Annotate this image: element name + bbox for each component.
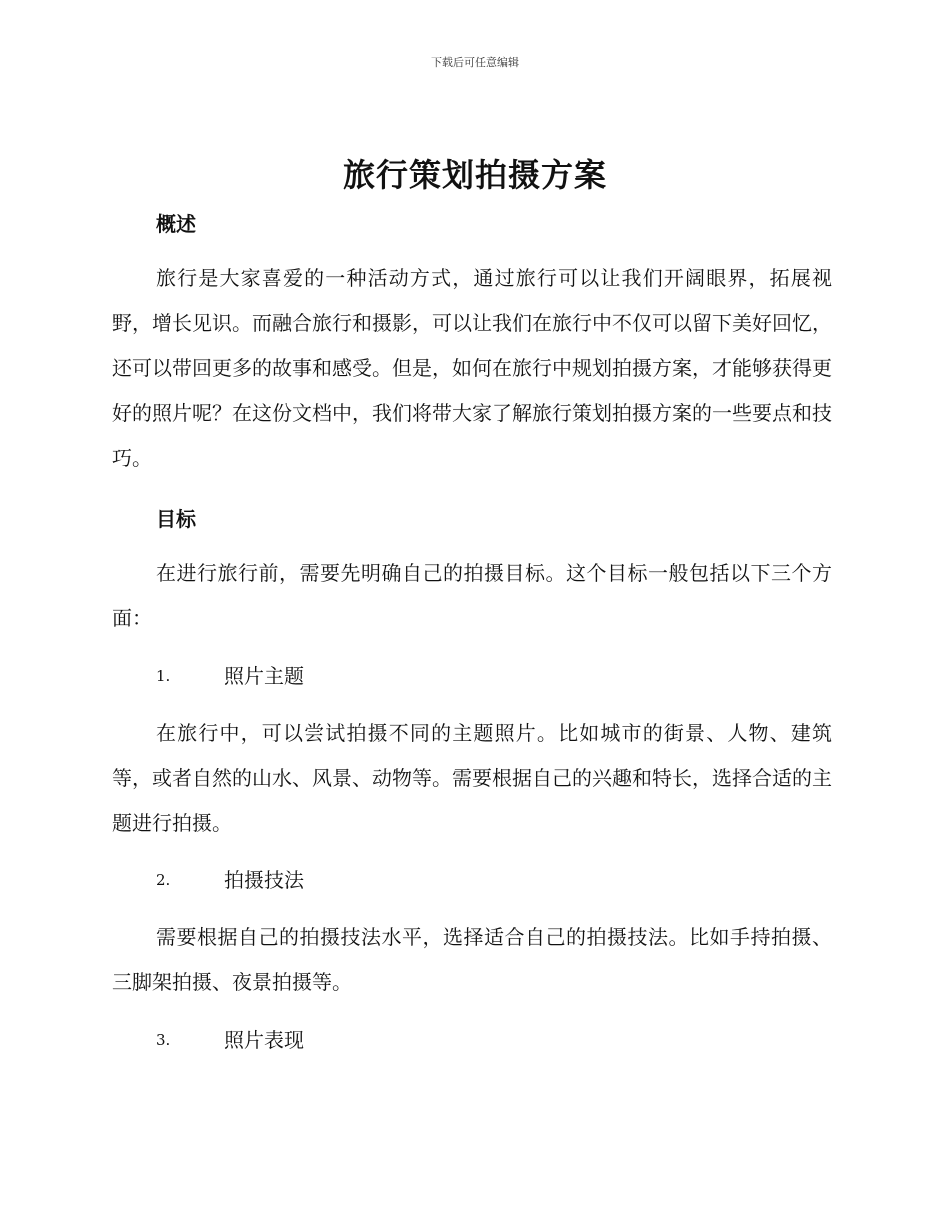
list-item-1 xyxy=(156,661,304,691)
list-label: 照片表现 xyxy=(224,1028,304,1052)
list-label: 照片主题 xyxy=(224,664,304,688)
list-number: 1. xyxy=(156,667,171,685)
section-heading-goal: 目标 xyxy=(156,507,196,531)
list-item-2 xyxy=(156,865,304,895)
section-heading-overview: 概述 xyxy=(156,212,196,236)
list-item-3 xyxy=(156,1025,304,1055)
header-note: 下载后可任意编辑 xyxy=(431,56,519,69)
list-item-1-paragraph: 在旅行中，可以尝试拍摄不同的主题照片。比如城市的街景、人物、建筑等，或者自然的山水、风景、动物等。需要根据自己的兴趣和特长，选择合适的主题进行拍摄。 xyxy=(112,721,832,835)
list-number: 3. xyxy=(156,1031,171,1049)
goal-paragraph: 在进行旅行前，需要先明确自己的拍摄目标。这个目标一般包括以下三个方面： xyxy=(112,561,832,630)
document-title: 旅行策划拍摄方案 xyxy=(342,156,607,194)
overview-paragraph: 旅行是大家喜爱的一种活动方式，通过旅行可以让我们开阔眼界，拓展视野，增长见识。而融合旅行和摄影，可以让我们在旅行中不仅可以留下美好回忆，还可以带回更多的故事和感受。但是，如何在旅行中规划拍摄方案，才能够获得更好的照片呢？在这份文档中，我们将带大家了解旅行策划拍摄方案的一些要点和技巧。 xyxy=(112,266,832,470)
list-item-2-paragraph: 需要根据自己的拍摄技法水平，选择适合自己的拍摄技法。比如手持拍摄、三脚架拍摄、夜景拍摄等。 xyxy=(112,925,832,994)
list-number: 2. xyxy=(156,871,171,889)
list-label: 拍摄技法 xyxy=(224,868,304,892)
